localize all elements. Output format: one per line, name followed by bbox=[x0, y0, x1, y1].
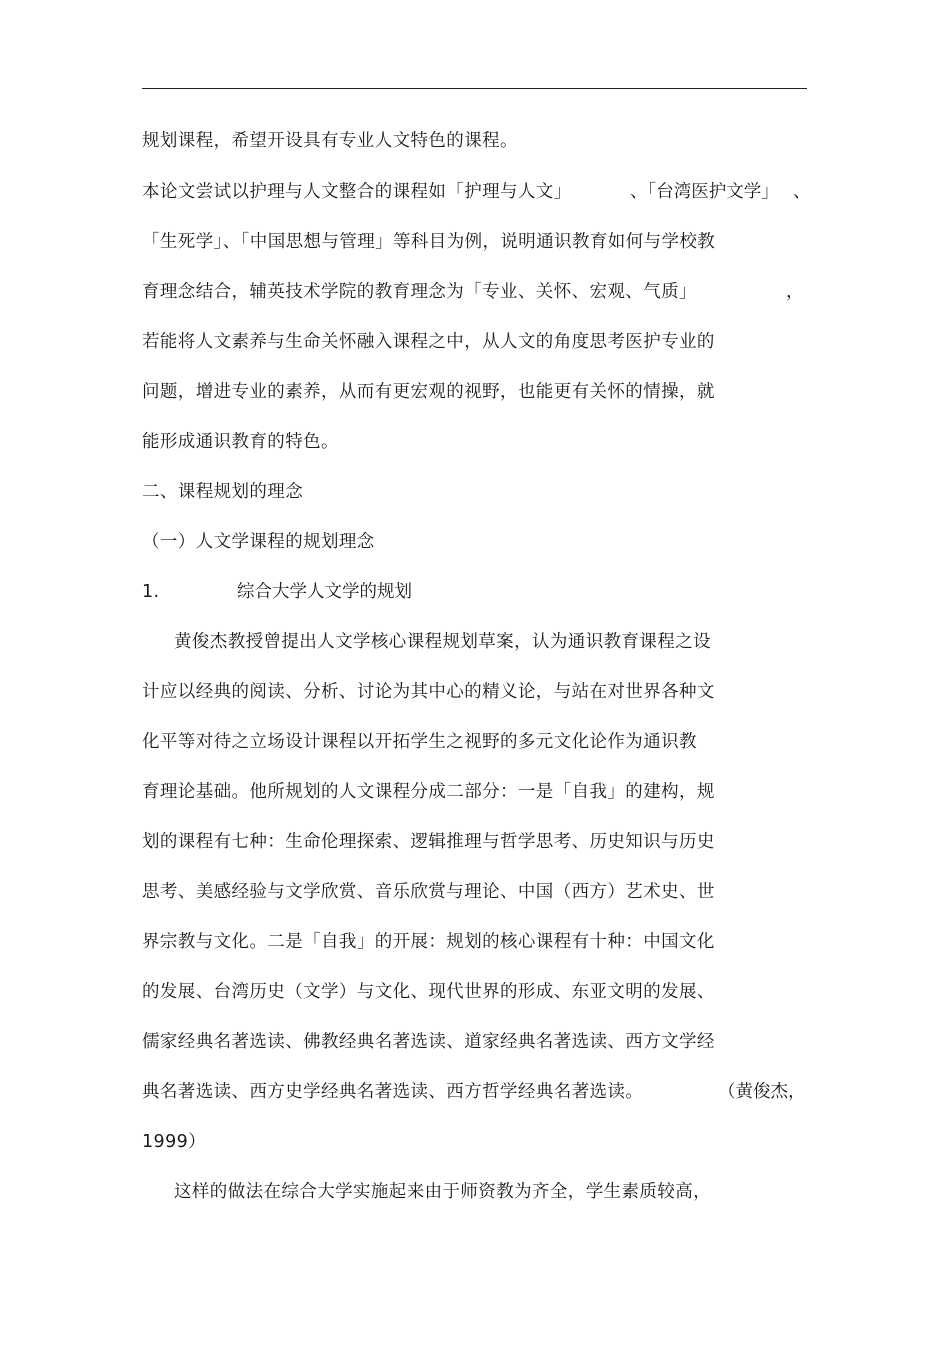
text-line: 问题，增进专业的素养，从而有更宏观的视野，也能更有关怀的情操，就 bbox=[142, 382, 715, 402]
text-line-fragment: ， bbox=[786, 282, 804, 302]
text-line-fragment: 、「台湾医护文学」 bbox=[630, 182, 779, 202]
text-line: 计应以经典的阅读、分析、讨论为其中心的精义论，与站在对世界各种文 bbox=[142, 682, 715, 702]
text-line: 界宗教与文化。二是「自我」的开展：规划的核心课程有十种：中国文化 bbox=[142, 932, 715, 952]
text-line: 的发展、台湾历史（文学）与文化、现代世界的形成、东亚文明的发展、 bbox=[142, 982, 715, 1002]
text-line: 能形成通识教育的特色。 bbox=[142, 432, 339, 452]
text-line: 划的课程有七种：生命伦理探索、逻辑推理与哲学思考、历史知识与历史 bbox=[142, 832, 715, 852]
header-rule bbox=[142, 88, 807, 89]
text-line: 儒家经典名著选读、佛教经典名著选读、道家经典名著选读、西方文学经 bbox=[142, 1032, 715, 1052]
text-line: 化平等对待之立场设计课程以开拓学生之视野的多元文化论作为通识教 bbox=[142, 732, 697, 752]
text-line: 思考、美感经验与文学欣赏、音乐欣赏与理论、中国（西方）艺术史、世 bbox=[142, 882, 715, 902]
text-line: 若能将人文素养与生命关怀融入课程之中，从人文的角度思考医护专业的 bbox=[142, 332, 715, 352]
text-line: 规划课程，希望开设具有专业人文特色的课程。 bbox=[142, 131, 518, 151]
paragraph-first-line: 这样的做法在综合大学实施起来由于师资教为齐全，学生素质较高， bbox=[174, 1182, 711, 1202]
text-line: 本论文尝试以护理与人文整合的课程如「护理与人文」 bbox=[142, 182, 572, 202]
paragraph-first-line: 黄俊杰教授曾提出人文学核心课程规划草案，认为通识教育课程之设 bbox=[174, 632, 711, 652]
citation: （黄俊杰， bbox=[718, 1082, 806, 1102]
list-number: 1. bbox=[142, 582, 160, 602]
text-line: 育理念结合，辅英技术学院的教育理念为「专业、关怀、宏观、气质」 bbox=[142, 282, 697, 302]
list-item-title: 综合大学人文学的规划 bbox=[237, 582, 412, 602]
text-line-fragment: 、 bbox=[793, 182, 811, 202]
citation-year: 1999） bbox=[142, 1132, 207, 1152]
text-line: 育理论基础。他所规划的人文课程分成二部分：一是「自我」的建构，规 bbox=[142, 782, 715, 802]
subsection-heading: （一）人文学课程的规划理念 bbox=[142, 532, 375, 552]
section-heading: 二、课程规划的理念 bbox=[142, 482, 304, 502]
text-line: 典名著选读、西方史学经典名著选读、西方哲学经典名著选读。 bbox=[142, 1082, 644, 1102]
text-line: 「生死学」、「中国思想与管理」等科目为例，说明通识教育如何与学校教 bbox=[142, 232, 716, 252]
